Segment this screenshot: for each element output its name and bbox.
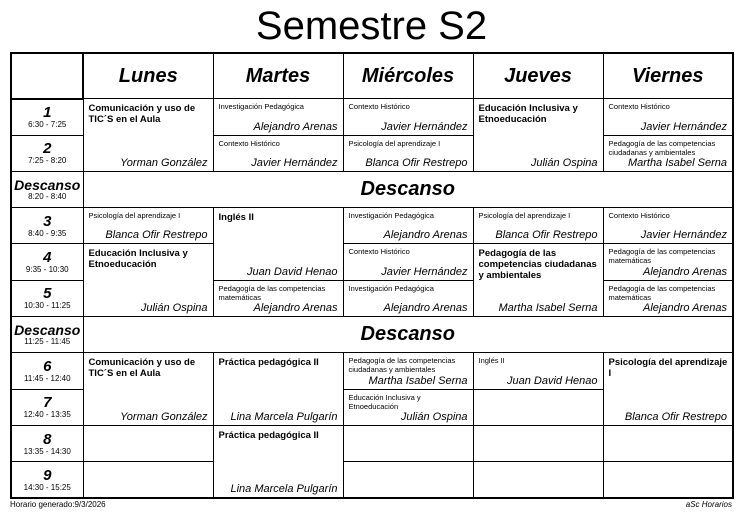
class-subject: Investigación Pedagógica bbox=[218, 102, 304, 112]
class-teacher: Alejandro Arenas bbox=[383, 229, 468, 242]
break-time: 8:20 - 8:40 bbox=[28, 192, 67, 202]
class-teacher: Martha Isabel Serna bbox=[368, 374, 468, 387]
period-time: 7:25 - 8:20 bbox=[28, 156, 67, 166]
empty-cell-fri-8 bbox=[603, 425, 733, 461]
class-cell-mon-6[interactable] bbox=[83, 353, 213, 426]
class-cell-tue-2[interactable] bbox=[213, 135, 343, 171]
period-time: 8:40 - 9:35 bbox=[28, 228, 67, 238]
empty-cell-fri-9 bbox=[603, 462, 733, 498]
class-teacher: Juan David Henao bbox=[506, 374, 598, 387]
break-label-1 bbox=[11, 171, 83, 207]
period-row-1 bbox=[11, 99, 733, 135]
period-number: 7 bbox=[43, 394, 52, 412]
corner-cell bbox=[11, 53, 83, 99]
class-subject: Pedagogía de las competencias matemáticas bbox=[218, 283, 326, 302]
class-teacher: Yorman González bbox=[120, 410, 208, 423]
class-teacher: Javier Hernández bbox=[381, 120, 468, 133]
class-subject: Contexto Histórico bbox=[608, 102, 670, 112]
class-cell-mon-1[interactable] bbox=[83, 99, 213, 172]
period-number: 8 bbox=[43, 430, 52, 448]
empty-cell-thu-9 bbox=[473, 462, 603, 498]
period-label-7 bbox=[11, 389, 83, 425]
period-time: 14:30 - 15:25 bbox=[23, 482, 71, 492]
class-cell-thu-4[interactable] bbox=[473, 244, 603, 317]
period-row-9 bbox=[11, 462, 733, 498]
class-subject: Inglés II bbox=[478, 356, 505, 366]
period-label-4 bbox=[11, 244, 83, 280]
class-cell-thu-6[interactable] bbox=[473, 353, 603, 389]
class-cell-wed-1[interactable] bbox=[343, 99, 473, 135]
period-label-2 bbox=[11, 135, 83, 171]
class-cell-tue-1[interactable] bbox=[213, 99, 343, 135]
day-header-wednesday: Miércoles bbox=[343, 53, 473, 99]
class-subject: Investigación Pedagógica bbox=[348, 211, 434, 221]
class-cell-wed-2[interactable] bbox=[343, 135, 473, 171]
empty-cell-wed-8 bbox=[343, 425, 473, 461]
empty-cell-thu-7 bbox=[473, 389, 603, 425]
empty-cell-wed-9 bbox=[343, 462, 473, 498]
period-label-6 bbox=[11, 353, 83, 389]
class-cell-fri-4[interactable] bbox=[603, 244, 733, 280]
empty-cell-mon-8 bbox=[83, 425, 213, 461]
class-teacher: Lina Marcela Pulgarín bbox=[230, 483, 338, 495]
class-subject: Psicología del aprendizaje I bbox=[348, 138, 441, 148]
day-header-tuesday: Martes bbox=[213, 53, 343, 99]
class-cell-wed-3[interactable] bbox=[343, 208, 473, 244]
class-teacher: Julián Ospina bbox=[400, 410, 468, 423]
page-title: Semestre S2 bbox=[255, 4, 488, 48]
period-time: 9:35 - 10:30 bbox=[25, 265, 69, 275]
class-cell-thu-1[interactable] bbox=[473, 99, 603, 172]
period-number: 6 bbox=[43, 357, 52, 375]
class-teacher: Javier Hernández bbox=[640, 229, 727, 242]
period-time: 13:35 - 14:30 bbox=[23, 446, 71, 456]
class-cell-wed-5[interactable] bbox=[343, 280, 473, 316]
class-subject: Comunicación y uso de TIC´S en el Aula bbox=[88, 103, 196, 126]
day-header-monday: Lunes bbox=[83, 53, 213, 99]
day-header-friday: Viernes bbox=[603, 53, 733, 99]
class-subject: Práctica pedagógica II bbox=[218, 357, 319, 369]
class-subject: Pedagogía de las competencias matemáticas bbox=[608, 283, 716, 302]
break-banner: Descanso bbox=[83, 171, 733, 207]
class-subject: Psicología del aprendizaje I bbox=[608, 357, 728, 380]
brand-label: aSc Horarios bbox=[685, 500, 732, 509]
class-subject: Contexto Histórico bbox=[218, 138, 280, 148]
class-teacher: Alejandro Arenas bbox=[643, 265, 727, 278]
class-cell-fri-5[interactable] bbox=[603, 280, 733, 316]
generated-date: Horario generado:9/3/2026 bbox=[10, 500, 106, 509]
class-teacher: Javier Hernández bbox=[251, 156, 338, 169]
class-subject: Pedagogía de las competencias ciudadanas y ambientales bbox=[608, 138, 716, 157]
class-teacher: Javier Hernández bbox=[381, 265, 468, 278]
class-subject: Educación Inclusiva y Etnoeducación bbox=[348, 392, 421, 411]
class-teacher: Martha Isabel Serna bbox=[498, 302, 598, 315]
class-subject: Psicología del aprendizaje I bbox=[88, 211, 181, 221]
period-time: 6:30 - 7:25 bbox=[28, 120, 67, 130]
period-number: 2 bbox=[43, 140, 52, 158]
class-cell-wed-4[interactable] bbox=[343, 244, 473, 280]
class-cell-thu-3[interactable] bbox=[473, 208, 603, 244]
period-label-3 bbox=[11, 208, 83, 244]
class-teacher: Julián Ospina bbox=[530, 156, 598, 169]
class-teacher: Blanca Ofir Restrepo bbox=[624, 410, 727, 423]
header-row bbox=[11, 53, 733, 99]
period-label-8 bbox=[11, 425, 83, 461]
class-cell-fri-6[interactable] bbox=[603, 353, 733, 426]
class-teacher: Blanca Ofir Restrepo bbox=[365, 156, 468, 169]
class-subject: Pedagogía de las competencias matemáticas bbox=[608, 247, 716, 266]
day-header-thursday: Jueves bbox=[473, 53, 603, 99]
period-time: 10:30 - 11:25 bbox=[23, 301, 71, 311]
break-row-1 bbox=[11, 171, 733, 207]
period-label-1 bbox=[11, 99, 83, 135]
empty-cell-mon-9 bbox=[83, 462, 213, 498]
class-teacher: Juan David Henao bbox=[246, 265, 338, 278]
class-teacher: Blanca Ofir Restrepo bbox=[105, 229, 208, 242]
class-subject: Comunicación y uso de TIC´S en el Aula bbox=[88, 357, 196, 380]
class-subject: Psicología del aprendizaje I bbox=[478, 211, 571, 221]
period-number: 3 bbox=[43, 212, 52, 230]
class-cell-wed-7[interactable] bbox=[343, 389, 473, 425]
class-teacher: Julián Ospina bbox=[140, 302, 208, 315]
class-cell-mon-3[interactable] bbox=[83, 208, 213, 244]
break-time: 11:25 - 11:45 bbox=[24, 337, 71, 347]
class-cell-tue-3[interactable] bbox=[213, 208, 343, 281]
class-teacher: Alejandro Arenas bbox=[253, 120, 338, 133]
period-number: 4 bbox=[43, 249, 52, 267]
timetable bbox=[10, 52, 734, 499]
period-row-8 bbox=[11, 425, 733, 461]
class-subject: Inglés II bbox=[218, 212, 254, 224]
class-cell-mon-4[interactable] bbox=[83, 244, 213, 317]
break-label-2 bbox=[11, 317, 83, 353]
class-subject: Educación Inclusiva y Etnoeducación bbox=[88, 248, 188, 271]
period-number: 1 bbox=[43, 104, 52, 122]
class-subject: Educación Inclusiva y Etnoeducación bbox=[478, 103, 578, 126]
class-cell-tue-8[interactable] bbox=[213, 425, 343, 498]
break-banner: Descanso bbox=[83, 317, 733, 353]
class-teacher: Alejandro Arenas bbox=[643, 302, 727, 315]
class-teacher: Lina Marcela Pulgarín bbox=[230, 410, 338, 423]
class-cell-fri-2[interactable] bbox=[603, 135, 733, 171]
class-subject: Pedagogía de las competencias ciudadanas y ambientales bbox=[348, 356, 456, 375]
class-teacher: Alejandro Arenas bbox=[253, 302, 338, 315]
period-number: 5 bbox=[43, 285, 52, 303]
class-cell-fri-1[interactable] bbox=[603, 99, 733, 135]
break-row-2 bbox=[11, 317, 733, 353]
class-subject: Contexto Histórico bbox=[608, 211, 670, 221]
class-cell-fri-3[interactable] bbox=[603, 208, 733, 244]
class-teacher: Martha Isabel Serna bbox=[627, 156, 727, 169]
class-teacher: Alejandro Arenas bbox=[383, 302, 468, 315]
class-subject: Investigación Pedagógica bbox=[348, 283, 434, 293]
class-teacher: Yorman González bbox=[120, 156, 208, 169]
class-teacher: Javier Hernández bbox=[640, 120, 727, 133]
class-cell-tue-5[interactable] bbox=[213, 280, 343, 316]
class-subject: Práctica pedagógica II bbox=[218, 429, 319, 441]
break-title: Descanso bbox=[14, 322, 81, 339]
class-subject: Pedagogía de las competencias ciudadanas y ambientales bbox=[478, 248, 597, 282]
break-title: Descanso bbox=[14, 177, 81, 194]
period-label-9 bbox=[11, 462, 83, 498]
class-subject: Contexto Histórico bbox=[348, 247, 410, 257]
period-row-6 bbox=[11, 353, 733, 389]
period-time: 11:45 - 12:40 bbox=[23, 373, 71, 383]
period-time: 12:40 - 13:35 bbox=[23, 410, 71, 420]
class-cell-tue-6[interactable] bbox=[213, 353, 343, 426]
class-cell-wed-6[interactable] bbox=[343, 353, 473, 389]
class-subject: Contexto Histórico bbox=[348, 102, 410, 112]
empty-cell-thu-8 bbox=[473, 425, 603, 461]
period-row-3 bbox=[11, 208, 733, 244]
period-row-4 bbox=[11, 244, 733, 280]
class-teacher: Blanca Ofir Restrepo bbox=[495, 229, 598, 242]
period-label-5 bbox=[11, 280, 83, 316]
period-number: 9 bbox=[43, 466, 52, 484]
